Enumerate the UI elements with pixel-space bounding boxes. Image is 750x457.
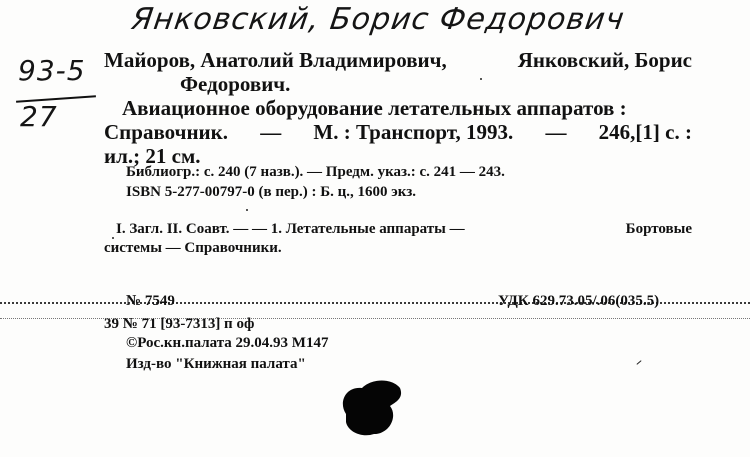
paper-speck bbox=[246, 209, 248, 211]
entry-authors: Майоров, Анатолий Владимирович, bbox=[104, 48, 447, 72]
entry-subjects-text-end: Бортовые bbox=[625, 221, 692, 237]
entry-subjects-line-2: системы — Справочники. bbox=[104, 240, 282, 256]
handwritten-shelf-mark-bottom: 27 bbox=[20, 100, 58, 133]
card-registration: 39 № 71 [93-7313] п оф bbox=[104, 316, 255, 332]
entry-isbn: ISBN 5-277-00797-0 (в пер.) : Б. ц., 1600 экз. bbox=[126, 184, 416, 200]
paper-speck bbox=[480, 78, 482, 80]
card-chamber-stamp: ©Рос.кн.палата 29.04.93 М147 bbox=[126, 335, 329, 351]
entry-coauthor: Янковский, Борис bbox=[517, 48, 692, 72]
entry-publisher: М. : Транспорт, 1993. bbox=[313, 120, 514, 144]
paper-speck bbox=[112, 237, 114, 239]
entry-pages: 246,[1] с. : bbox=[598, 120, 692, 144]
entry-line-1 bbox=[104, 48, 692, 73]
entry-subjects-line-1 bbox=[116, 221, 692, 238]
entry-dash: — bbox=[545, 120, 567, 144]
ink-blot bbox=[336, 376, 404, 438]
entry-genre: Справочник. bbox=[104, 120, 228, 144]
card-publisher: Изд-во "Книжная палата" bbox=[126, 356, 306, 372]
entry-line-2: Федорович. bbox=[180, 72, 291, 96]
entry-line-4 bbox=[104, 120, 692, 145]
card-number: № 7549 bbox=[126, 293, 175, 309]
entry-subjects-text: I. Загл. II. Соавт. — — 1. Летательные аппараты — bbox=[116, 221, 465, 237]
entry-bibliography: Библиогр.: с. 240 (7 назв.). — Предм. указ.: с. 241 — 243. bbox=[126, 164, 505, 180]
udk-code: УДК 629.73.05/.06(035.5) bbox=[498, 293, 660, 309]
entry-illustrations: ил.; 21 см. bbox=[104, 144, 201, 168]
handwritten-author-name: Янковский, Борис Федорович bbox=[129, 2, 627, 37]
entry-title: Авиационное оборудование летательных аппаратов : bbox=[122, 96, 627, 120]
entry-dash: — bbox=[260, 120, 282, 144]
handwritten-shelf-mark-top: 93-5 bbox=[18, 54, 86, 87]
paper-speck bbox=[636, 360, 641, 365]
